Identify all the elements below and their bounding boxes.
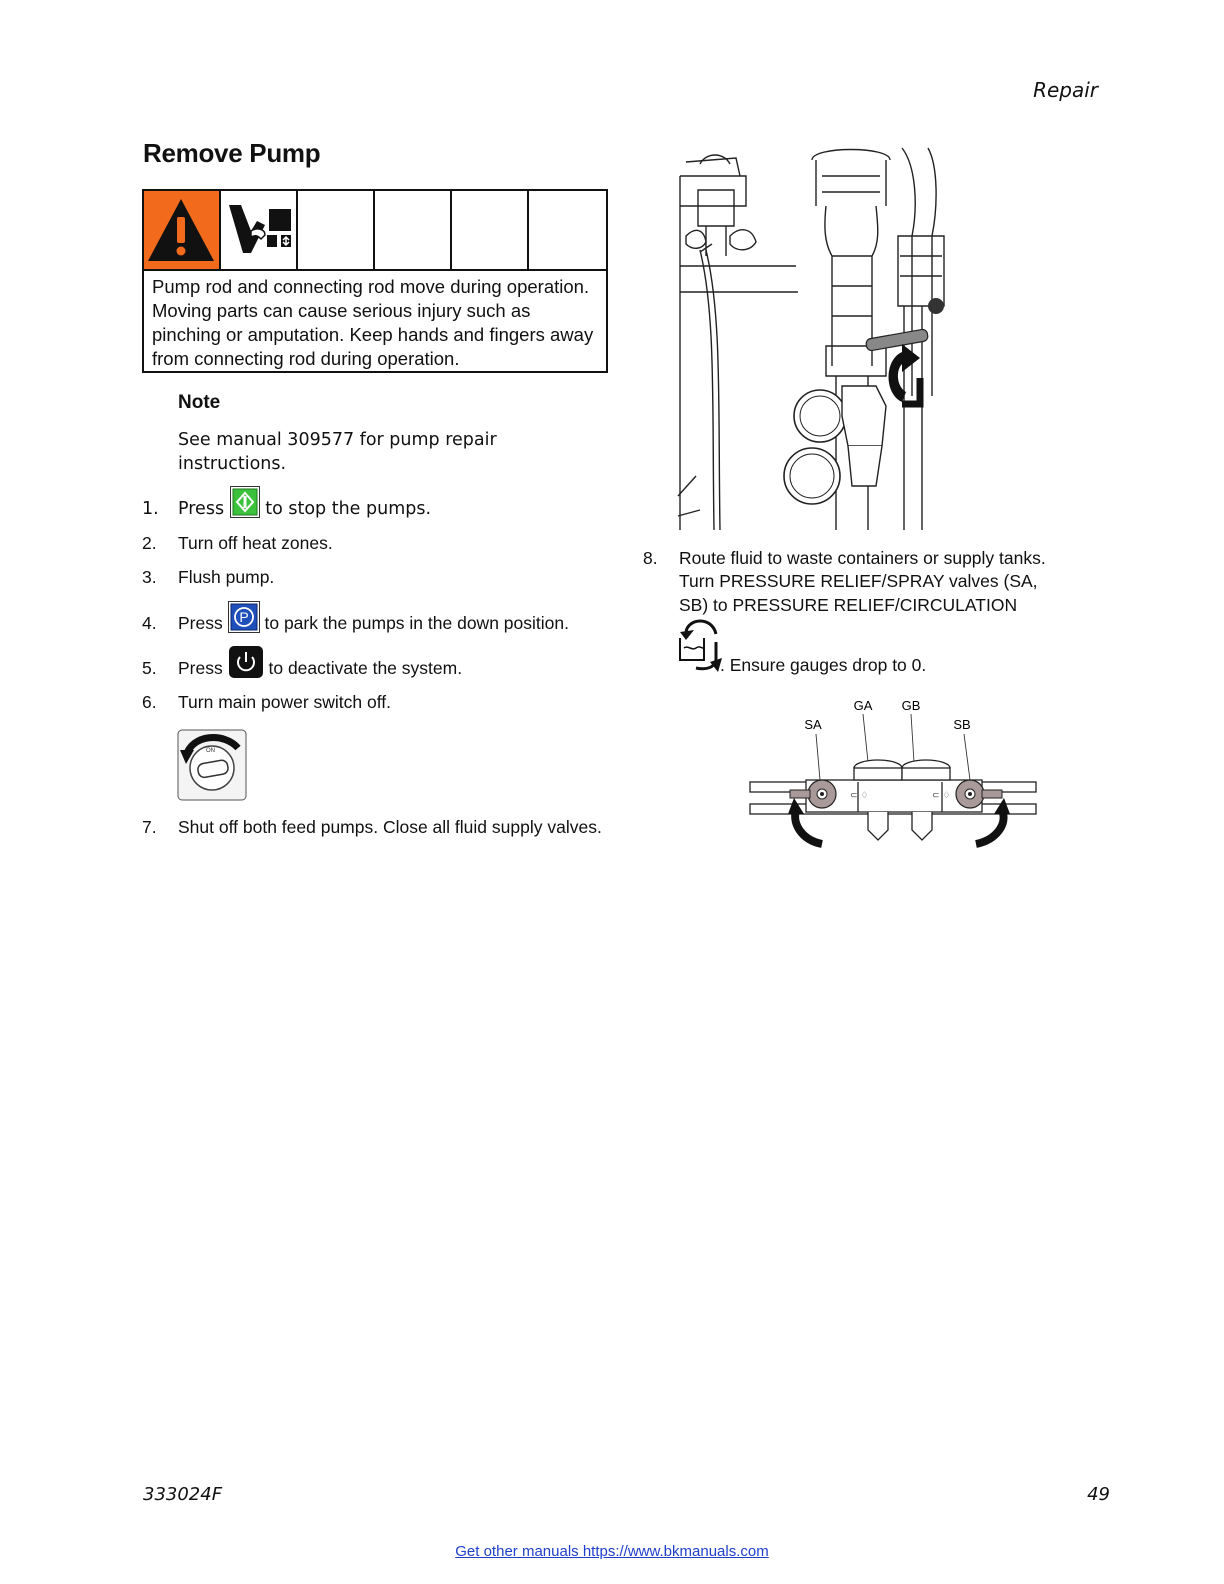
switch-on-label: ON [206, 748, 215, 754]
step-text: Press to stop the pumps. [178, 497, 431, 521]
step-2: 2. Turn off heat zones. [142, 533, 333, 553]
park-button-icon [228, 601, 260, 633]
empty-cell [529, 191, 606, 269]
warning-text: Pump rod and connecting rod move during operation. Moving parts can cause serious injury such as pinching or amputation. Keep hands and fingers away from connecting rod during operation. [152, 276, 594, 369]
empty-cell [452, 191, 529, 269]
warning-box [142, 189, 608, 373]
power-button-icon [228, 645, 264, 679]
manuals-link[interactable]: Get other manuals https://www.bkmanuals.com [455, 1543, 769, 1560]
step-8: 8. Route fluid to waste containers or supply tanks. [643, 548, 1046, 568]
step-1 [142, 497, 612, 527]
step-text: Press P to park the pumps in the down position. [178, 611, 569, 635]
pressure-relief-circulation-icon [676, 614, 722, 672]
section-label: Repair [1033, 78, 1098, 102]
page-title: Remove Pump [143, 138, 321, 168]
step-text: Press to deactivate the system. [178, 656, 462, 680]
label-sa: SA [804, 717, 822, 732]
svg-text:⊂ ♢: ⊂ ♢ [932, 791, 951, 801]
step-number: 1. [142, 499, 159, 519]
step-8-line-4: . Ensure gauges drop to 0. [720, 655, 927, 675]
warning-icon-row [144, 191, 606, 271]
empty-cell [298, 191, 375, 269]
label-ga: GA [853, 698, 873, 713]
empty-cell [375, 191, 452, 269]
step-7: 7. Shut off both feed pumps. Close all fluid supply valves. [142, 817, 602, 837]
step-4: 4. Press P to park the pumps in the down position. [142, 611, 622, 641]
step-3: 3. Flush pump. [142, 567, 275, 587]
svg-text:P: P [238, 609, 249, 626]
warning-triangle-icon [144, 191, 221, 269]
step-5: 5. Press to deactivate the system. [142, 656, 622, 686]
step-6: 6. Turn main power switch off. [142, 692, 391, 712]
manifold-valves-figure [746, 694, 1040, 850]
label-gb: GB [901, 698, 921, 713]
label-sb: SB [953, 717, 971, 732]
moving-parts-pinch-icon [221, 191, 298, 269]
step-8-line-3: SB) to PRESSURE RELIEF/CIRCULATION [679, 595, 1018, 615]
pump-assembly-figure [676, 146, 948, 530]
document-number: 333024F [143, 1484, 223, 1505]
stop-pumps-button-icon [230, 486, 260, 518]
note-body: See manual 309577 for pump repair instructions. [178, 430, 497, 474]
main-power-switch-figure [176, 726, 252, 804]
svg-text:⊂ ♢: ⊂ ♢ [850, 791, 869, 801]
step-8-line-2: Turn PRESSURE RELIEF/SPRAY valves (SA, [679, 571, 1038, 591]
note-heading: Note [178, 392, 221, 413]
page-number: 49 [1087, 1484, 1110, 1505]
